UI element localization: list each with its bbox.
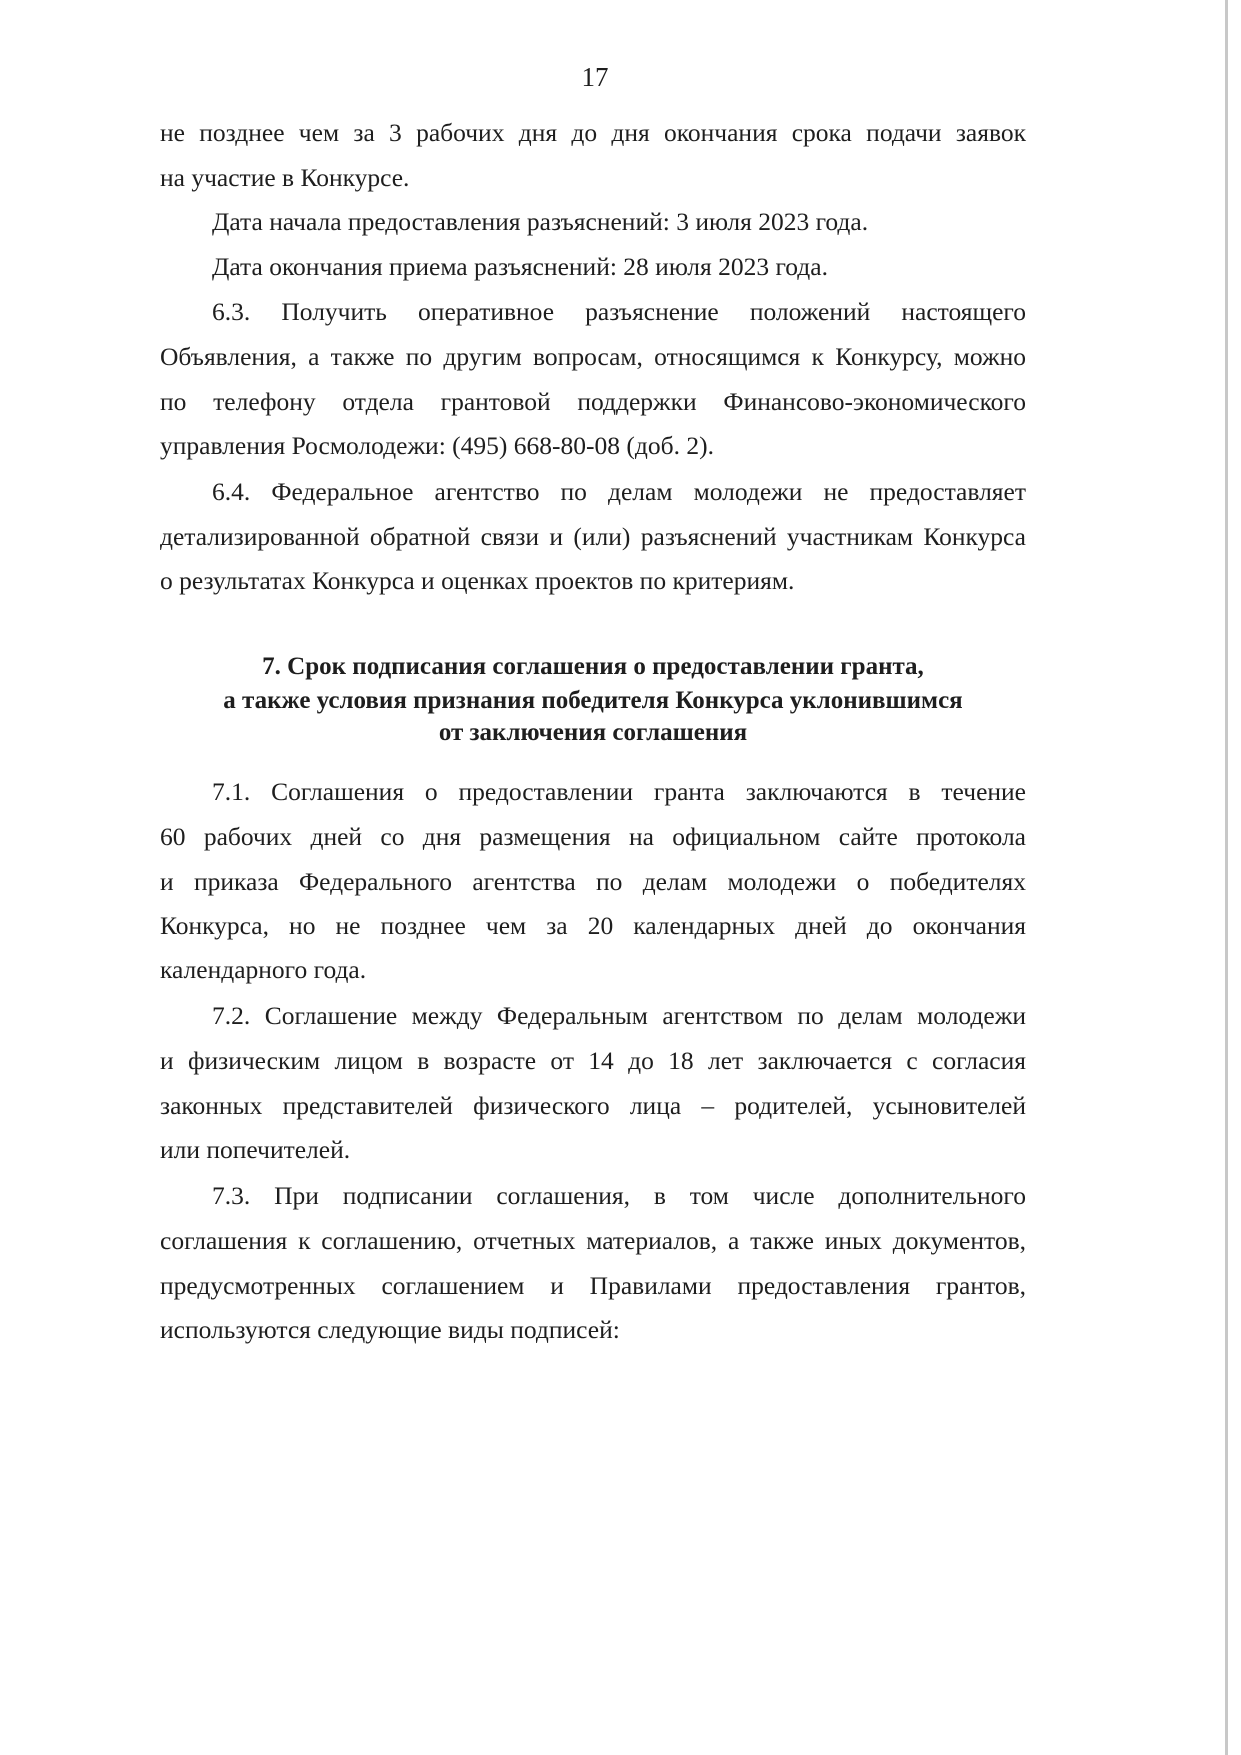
clause-6-3-line: управления Росмолодежи: (495) 668-80-08 (доб. 2). xyxy=(160,431,714,460)
clause-7-2-line: законных представителей физического лица – родителей, усыновителей xyxy=(160,1091,1026,1120)
clause-7-1-line: 7.1. Соглашения о предоставлении гранта заключаются в течение xyxy=(212,777,1026,806)
paragraph-line: не позднее чем за 3 рабочих дня до дня окончания срока подачи заявок xyxy=(160,118,1026,147)
clause-7-1-line: Конкурса, но не позднее чем за 20 календарных дней до окончания xyxy=(160,911,1026,940)
section-7-heading-line: 7. Срок подписания соглашения о предоставлении гранта, xyxy=(262,653,924,680)
clause-7-3-line: предусмотренных соглашением и Правилами предоставления грантов, xyxy=(160,1271,1026,1300)
clause-7-2-line: и физическим лицом в возрасте от 14 до 18 лет заключается с согласия xyxy=(160,1046,1026,1075)
clause-7-3-line: используются следующие виды подписей: xyxy=(160,1315,620,1344)
clause-7-3-line: соглашения к соглашению, отчетных материалов, а также иных документов, xyxy=(160,1226,1026,1255)
clause-6-3-line: 6.3. Получить оперативное разъяснение положений настоящего xyxy=(212,297,1026,326)
clause-7-1-line: и приказа Федерального агентства по делам молодежи о победителях xyxy=(160,867,1026,896)
page-number: 17 xyxy=(581,62,609,92)
clause-6-4-line: детализированной обратной связи и (или) разъяснений участникам Конкурса xyxy=(160,522,1026,551)
clause-7-3-line: 7.3. При подписании соглашения, в том числе дополнительного xyxy=(212,1181,1026,1210)
clause-6-4-line: 6.4. Федеральное агентство по делам молодежи не предоставляет xyxy=(212,477,1026,506)
paragraph-line: на участие в Конкурсе. xyxy=(160,163,410,192)
clause-6-4-line: о результатах Конкурса и оценках проектов по критериям. xyxy=(160,566,795,595)
section-7-heading-line: а также условия признания победителя Конкурса уклонившимся xyxy=(223,687,963,714)
section-7-heading-line: от заключения соглашения xyxy=(438,719,748,746)
clause-6-3-line: по телефону отдела грантовой поддержки Финансово-экономического xyxy=(160,387,1026,416)
clause-7-1-line: календарного года. xyxy=(160,955,367,984)
clause-7-2-line: или попечителей. xyxy=(160,1135,351,1164)
clause-7-1-line: 60 рабочих дней со дня размещения на официальном сайте протокола xyxy=(160,822,1026,851)
date-end-text: Дата окончания приема разъяснений: 28 июля 2023 года. xyxy=(212,252,828,281)
date-start-text: Дата начала предоставления разъяснений: 3 июля 2023 года. xyxy=(212,207,869,236)
scan-edge-line xyxy=(1225,0,1228,1755)
clause-7-2-line: 7.2. Соглашение между Федеральным агентством по делам молодежи xyxy=(212,1001,1026,1030)
clause-6-3-line: Объявления, а также по другим вопросам, относящимся к Конкурсу, можно xyxy=(160,342,1026,371)
